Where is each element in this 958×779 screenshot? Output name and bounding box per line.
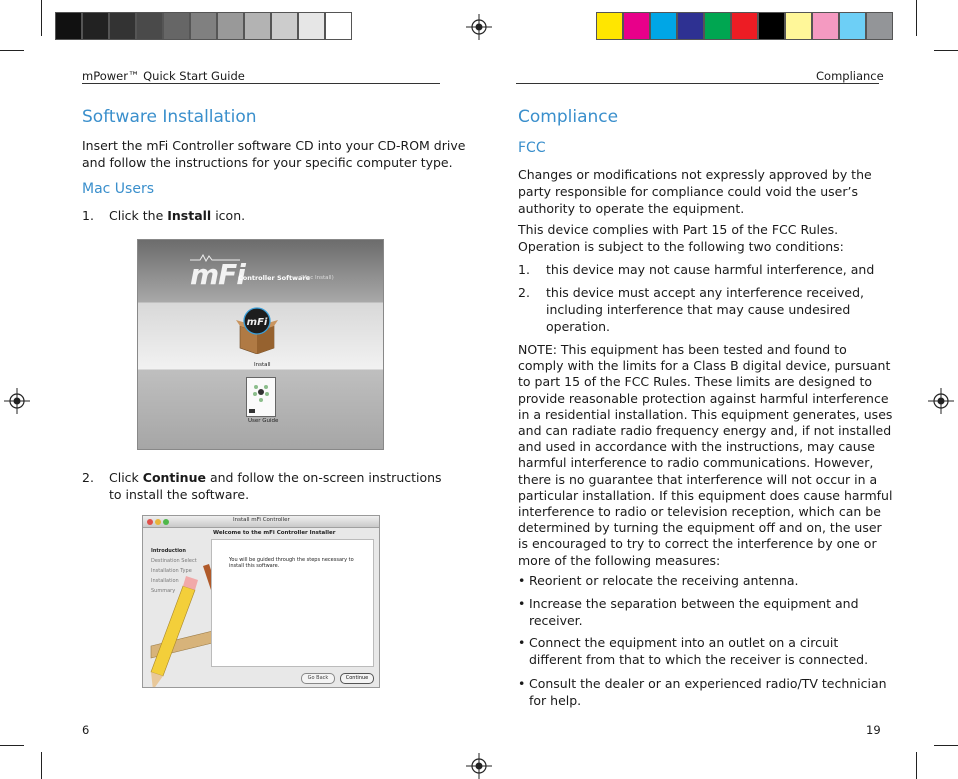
color-swatch <box>82 12 109 40</box>
grayscale-color-bar <box>55 12 352 40</box>
running-header: Compliance <box>816 69 884 83</box>
mfi-logo: mFi <box>190 258 245 291</box>
registration-mark-icon <box>928 388 954 414</box>
list-number: 1. <box>518 262 530 277</box>
section-title: Compliance <box>518 107 619 127</box>
crop-mark <box>934 50 958 51</box>
running-header: mPower™ Quick Start Guide <box>82 69 245 83</box>
paragraph-line: Operation is subject to the following two conditions: <box>518 239 844 254</box>
note-line: and can radiate radio frequency energy and, if not installed <box>518 423 892 438</box>
color-swatch <box>163 12 190 40</box>
close-window-icon[interactable] <box>147 519 153 525</box>
bullet-marker: • <box>518 635 526 650</box>
registration-mark-icon <box>466 14 492 40</box>
paragraph-line: This device complies with Part 15 of the FCC Rules. <box>518 222 839 237</box>
note-line: harmful interference to radio communications. However, <box>518 455 874 471</box>
list-item: this device may not cause harmful interference, and <box>546 262 875 277</box>
install-package-icon[interactable] <box>234 306 280 354</box>
subsection-title: FCC <box>518 140 546 156</box>
user-guide-document-icon[interactable] <box>246 377 276 417</box>
bullet-marker: • <box>518 596 526 611</box>
registration-mark-icon <box>466 753 492 779</box>
installer-content-panel <box>211 539 374 667</box>
subsection-title: Mac Users <box>82 181 155 197</box>
continue-button[interactable]: Continue <box>340 673 374 684</box>
color-swatch <box>839 12 866 40</box>
color-swatch <box>325 12 352 40</box>
page-number: 19 <box>866 723 881 737</box>
note-line: in a residential installation. This equipment generates, uses <box>518 406 893 422</box>
paragraph-line: party responsible for compliance could void the user’s <box>518 184 858 199</box>
color-swatch <box>596 12 623 40</box>
color-swatch <box>812 12 839 40</box>
step-introduction: Introduction <box>151 548 186 554</box>
list-item: operation. <box>546 319 610 334</box>
paragraph-line: authority to operate the equipment. <box>518 201 745 216</box>
bullet-item-line: Reorient or relocate the receiving antenna. <box>529 573 799 588</box>
note-line: provide reasonable protection against harmful interference <box>518 390 889 406</box>
installer-body-text: You will be guided through the steps necessary to install this software. <box>229 557 354 569</box>
step-number: 1. <box>82 208 94 223</box>
step-text: Click Continue and follow the on-screen instructions <box>109 470 442 485</box>
color-swatch <box>136 12 163 40</box>
crop-mark <box>0 50 24 51</box>
step-number: 2. <box>82 470 94 485</box>
color-swatch <box>55 12 82 40</box>
color-swatch <box>244 12 271 40</box>
crop-mark <box>41 752 42 779</box>
install-label[interactable]: Install <box>254 362 271 368</box>
color-swatch <box>731 12 758 40</box>
bullet-item-line: different from that to which the receiver is connected. <box>529 652 869 667</box>
registration-mark-icon <box>4 388 30 414</box>
step-text: to install the software. <box>109 487 250 502</box>
color-swatch <box>109 12 136 40</box>
intro-line: and follow the instructions for your specific computer type. <box>82 155 453 170</box>
window-title: Install mFi Controller <box>233 517 290 523</box>
list-item: this device must accept any interference received, <box>546 285 864 300</box>
step-text: Click the Install icon. <box>109 208 246 223</box>
bullet-item-line: Connect the equipment into an outlet on a circuit <box>529 635 839 650</box>
crop-mark <box>0 745 24 746</box>
note-line: NOTE: This equipment has been tested and found to <box>518 342 847 357</box>
note-line: particular installation. If this equipment does cause harmful <box>518 487 893 503</box>
installer-heading: Welcome to the mFi Controller Installer <box>213 530 336 536</box>
note-line: interference to radio or television reception, which can be <box>518 504 881 519</box>
crop-mark <box>916 752 917 779</box>
color-swatch <box>217 12 244 40</box>
installer-disc-screenshot <box>137 239 384 450</box>
note-line: there is no guarantee that interference will not occur in a <box>518 471 878 487</box>
step-summary: Summary <box>151 588 176 594</box>
crop-mark <box>934 745 958 746</box>
list-number: 2. <box>518 285 530 300</box>
step-installation-type: Installation Type <box>151 568 192 574</box>
install-emphasis: Install <box>167 208 212 223</box>
installer-window-screenshot <box>142 515 380 688</box>
bullet-item-line: for help. <box>529 693 582 708</box>
bullet-item-line: receiver. <box>529 613 583 628</box>
color-swatch <box>866 12 893 40</box>
process-color-bar <box>596 12 893 40</box>
step-installation: Installation <box>151 578 179 584</box>
bullet-marker: • <box>518 676 526 691</box>
bullet-marker: • <box>518 573 526 588</box>
go-back-button[interactable]: Go Back <box>301 673 335 684</box>
color-swatch <box>298 12 325 40</box>
page-number: 6 <box>82 723 90 737</box>
header-rule <box>82 83 440 84</box>
note-line: comply with the limits for a Class B digital device, pursuant <box>518 358 891 374</box>
color-swatch <box>271 12 298 40</box>
bullet-item-line: Consult the dealer or an experienced radio/TV technician <box>529 676 887 691</box>
note-line: to part 15 of the FCC Rules. These limits are designed to <box>518 374 873 390</box>
intro-line: Insert the mFi Controller software CD into your CD-ROM drive <box>82 138 466 153</box>
minimize-window-icon[interactable] <box>155 519 161 525</box>
color-swatch <box>677 12 704 40</box>
continue-emphasis: Continue <box>142 470 206 485</box>
section-title: Software Installation <box>82 107 257 127</box>
crop-mark <box>41 0 42 36</box>
product-name: Controller Software <box>238 274 311 282</box>
paragraph-line: Changes or modifications not expressly approved by the <box>518 167 872 182</box>
note-line: determined by turning the equipment off and on, the user <box>518 520 882 536</box>
note-line: is encouraged to try to correct the interference by one or <box>518 536 877 552</box>
bullet-item-line: Increase the separation between the equipment and <box>529 596 859 611</box>
color-swatch <box>650 12 677 40</box>
header-rule <box>516 83 879 84</box>
window-titlebar <box>143 516 379 528</box>
note-line: and used in accordance with the instructions, may cause <box>518 439 875 455</box>
zoom-window-icon[interactable] <box>163 519 169 525</box>
color-swatch <box>190 12 217 40</box>
color-swatch <box>785 12 812 40</box>
color-swatch <box>758 12 785 40</box>
note-line: more of the following measures: <box>518 552 721 568</box>
user-guide-label[interactable]: User Guide <box>248 418 279 424</box>
step-destination-select: Destination Select <box>151 558 197 564</box>
edition-label: (Mac Install) <box>300 275 334 281</box>
svg-text:mFi: mFi <box>246 317 268 328</box>
list-item: including interference that may cause undesired <box>546 302 851 317</box>
device-diagram-icon <box>247 378 275 416</box>
color-swatch <box>704 12 731 40</box>
crop-mark <box>916 0 917 36</box>
color-swatch <box>623 12 650 40</box>
